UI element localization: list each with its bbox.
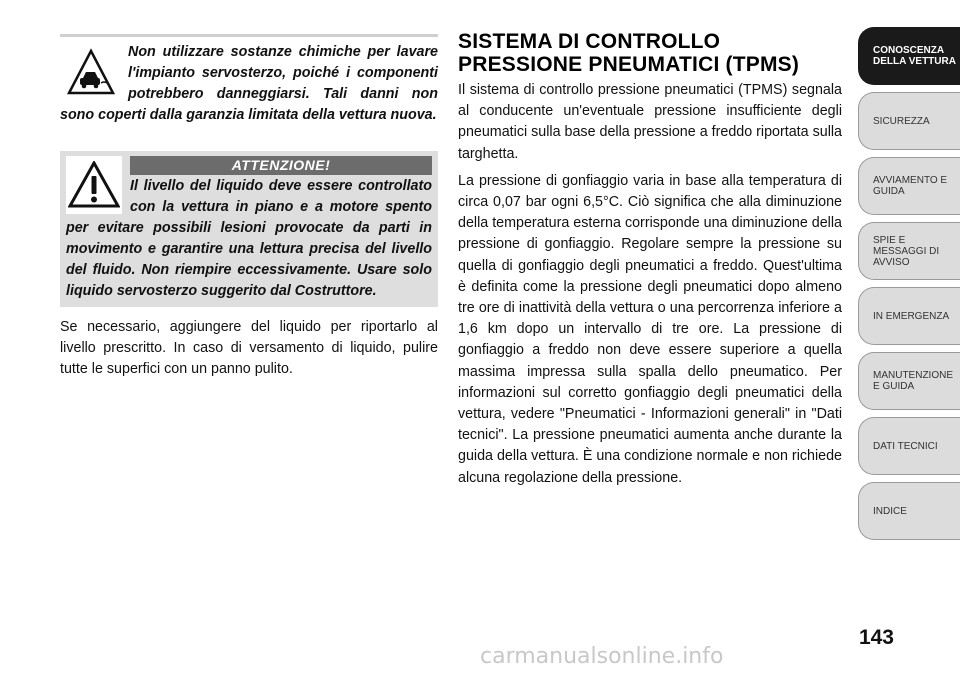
tab-dati-tecnici[interactable]: DATI TECNICI <box>858 417 960 475</box>
watermark: carmanualsonline.info <box>480 644 724 669</box>
section-title-line-1: SISTEMA DI CONTROLLO <box>458 30 721 53</box>
right-column <box>458 30 842 489</box>
environment-note <box>60 42 438 126</box>
tab-conoscenza-della-vettura[interactable]: CONOSCENZA DELLA VETTURA <box>858 27 960 85</box>
tab-manutenzione[interactable]: MANUTENZIONE E GUIDA <box>858 352 960 410</box>
page-number: 143 <box>858 626 894 649</box>
tab-sicurezza[interactable]: SICUREZZA <box>858 92 960 150</box>
refill-paragraph: Se necessario, aggiungere del liquido per riportarlo al livello prescritto. In caso di versamento di liquido, pulire tutte le superfici con un panno pulito. <box>60 319 438 378</box>
warning-text: Il livello del liquido deve essere controllato con la vettura in piano e a motore spento per evitare possibili lesioni provocate da parti in movimento e garantire una lettura precisa del livello del fluido. Non riempire eccessivamente. Usare solo liquido servosterzo suggerito dal Costruttore. <box>66 178 432 299</box>
warning-title: ATTENZIONE! <box>130 156 432 175</box>
section-title-line-2: PRESSIONE PNEUMATICI (TPMS) <box>458 53 800 76</box>
tab-in-emergenza[interactable]: IN EMERGENZA <box>858 287 960 345</box>
section-title <box>458 30 842 76</box>
chapter-tabs <box>858 27 960 547</box>
tpms-pressure-paragraph: La pressione di gonfiaggio varia in base alla temperatura di circa 0,07 bar ogni 6,5°C. Ciò significa che alla diminuzione della temperatura esterna corrisponde una diminuzione della pressione di gonfiaggio. Regolare sempre la pressione su quella di gonfiaggio degli pneumatici a freddo. Quest'ultima è definita come la pressione degli pneumatici dopo almeno tre ore di inattività della vettura o una percorrenza inferiore a 1,6 km dopo un intervallo di tre ore. La pressione di gonfiaggio a freddo non deve essere superiore a quella massima impressa sulla spalla dello pneumatico. Per informazioni sul corretto gonfiaggio degli pneumatici della vettura, vedere "Pneumatici - Informazioni generali" in "Dati tecnici". La pressione pneumatici aumenta anche durante la guida della vettura. È una condizione normale e non richiede alcuna regolazione della pressione. <box>458 172 842 486</box>
tab-spie-e-messaggi[interactable]: SPIE E MESSAGGI DI AVVISO <box>858 222 960 280</box>
warning-triangle-icon <box>66 156 122 214</box>
tab-indice[interactable]: INDICE <box>858 482 960 540</box>
warning-box <box>60 151 438 307</box>
tpms-intro-paragraph: Il sistema di controllo pressione pneumatici (TPMS) segnala al conducente un'eventuale pressione insufficiente degli pneumatici sulla base della pressione a freddo riportata sulla targhetta. <box>458 82 842 162</box>
left-column <box>60 34 438 381</box>
tab-avviamento-e-guida[interactable]: AVVIAMENTO E GUIDA <box>858 157 960 215</box>
top-divider <box>60 34 438 37</box>
environment-note-text: Non utilizzare sostanze chimiche per lavare l'impianto servosterzo, poiché i componenti potrebbero danneggiarsi. Tali danni non sono coperti dalla garanzia limitata della vettura nuova. <box>60 44 438 123</box>
car-pollution-warning-icon <box>64 45 118 99</box>
